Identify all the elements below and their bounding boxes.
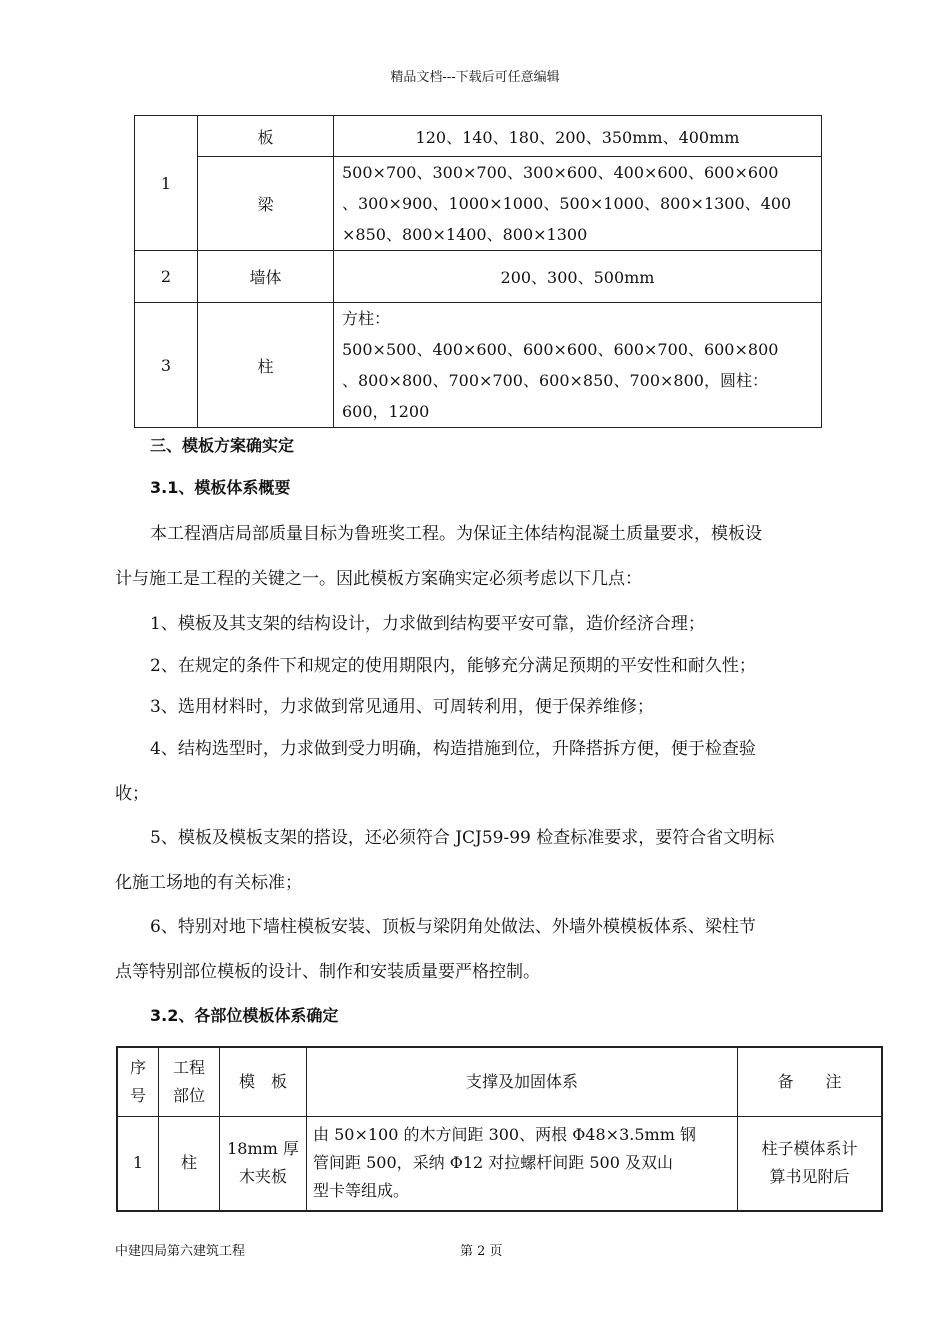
dimension-table [134, 115, 822, 428]
list-item: 5、模板及模板支架的搭设，还必须符合 JCJ59-99 检查标准要求，要符合省文明标 [150, 828, 775, 848]
page-header: 精品文档---下载后可任意编辑 [390, 70, 560, 85]
section-3-1-title: 3.1、模板体系概要 [150, 478, 291, 497]
item-value-slab: 120、140、180、200、350mm、400mm [334, 116, 822, 157]
list-item: 3、选用材料时，力求做到常见通用、可周转利用，便于保养维修； [150, 697, 654, 717]
header-note: 备 注 [738, 1047, 883, 1116]
list-item: 2、在规定的条件下和规定的使用期限内，能够充分满足预期的平安性和耐久性； [150, 656, 756, 676]
header-support: 支撑及加固体系 [307, 1047, 738, 1116]
header-part: 工程 部位 [159, 1047, 220, 1116]
paragraph-line: 本工程酒店局部质量目标为鲁班奖工程。为保证主体结构混凝土质量要求，模板设 [150, 524, 762, 544]
cell-support: 由 50×100 的木方间距 300、两根 Φ48×3.5mm 钢 管间距 500，采纳 Φ12 对拉螺杆间距 500 及双山 型卡等组成。 [307, 1116, 738, 1211]
list-item-continued: 化施工场地的有关标准； [115, 873, 302, 893]
cell-formwork: 18mm 厚 木夹板 [220, 1116, 307, 1211]
item-value-beam: 500×700、300×700、300×600、400×600、600×600 、300×900、1000×1000、500×1000、800×1300、400 ×850、800×1400、800×1300 [334, 157, 822, 251]
section-3-title: 三、模板方案确实定 [150, 436, 295, 455]
list-item: 4、结构选型时，力求做到受力明确，构造措施到位，升降搭拆方便，便于检查验 [150, 739, 756, 759]
section-3-2-title: 3.2、各部位模板体系确定 [150, 1006, 339, 1025]
cell-note: 柱子模体系计 算书见附后 [738, 1116, 883, 1211]
row-number: 2 [135, 251, 198, 303]
paragraph-line: 计与施工是工程的关键之一。因此模板方案确实定必须考虑以下几点： [115, 569, 642, 589]
cell-part: 柱 [159, 1116, 220, 1211]
cell-seq: 1 [117, 1116, 159, 1211]
row-number: 3 [135, 303, 198, 428]
formwork-table [116, 1046, 883, 1212]
item-label-column: 柱 [198, 303, 334, 428]
header-formwork: 模 板 [220, 1047, 307, 1116]
item-label-beam: 梁 [198, 157, 334, 251]
footer-page-number: 第 2 页 [460, 1244, 503, 1259]
item-value-column: 方柱： 500×500、400×600、600×600、600×700、600×800 、800×800、700×700、600×850、700×800，圆柱： 600，1200 [334, 303, 822, 428]
list-item-continued: 收； [115, 784, 149, 804]
item-label-slab: 板 [198, 116, 334, 157]
footer-company: 中建四局第六建筑工程 [115, 1244, 246, 1259]
header-seq: 序 号 [117, 1047, 159, 1116]
list-item: 6、特别对地下墙柱模板安装、顶板与梁阴角处做法、外墙外模模板体系、梁柱节 [150, 917, 756, 937]
item-value-wall: 200、300、500mm [334, 251, 822, 303]
list-item: 1、模板及其支架的结构设计，力求做到结构要平安可靠，造价经济合理； [150, 614, 705, 634]
list-item-continued: 点等特别部位模板的设计、制作和安装质量要严格控制。 [115, 962, 540, 982]
item-label-wall: 墙体 [198, 251, 334, 303]
row-number: 1 [135, 116, 198, 251]
